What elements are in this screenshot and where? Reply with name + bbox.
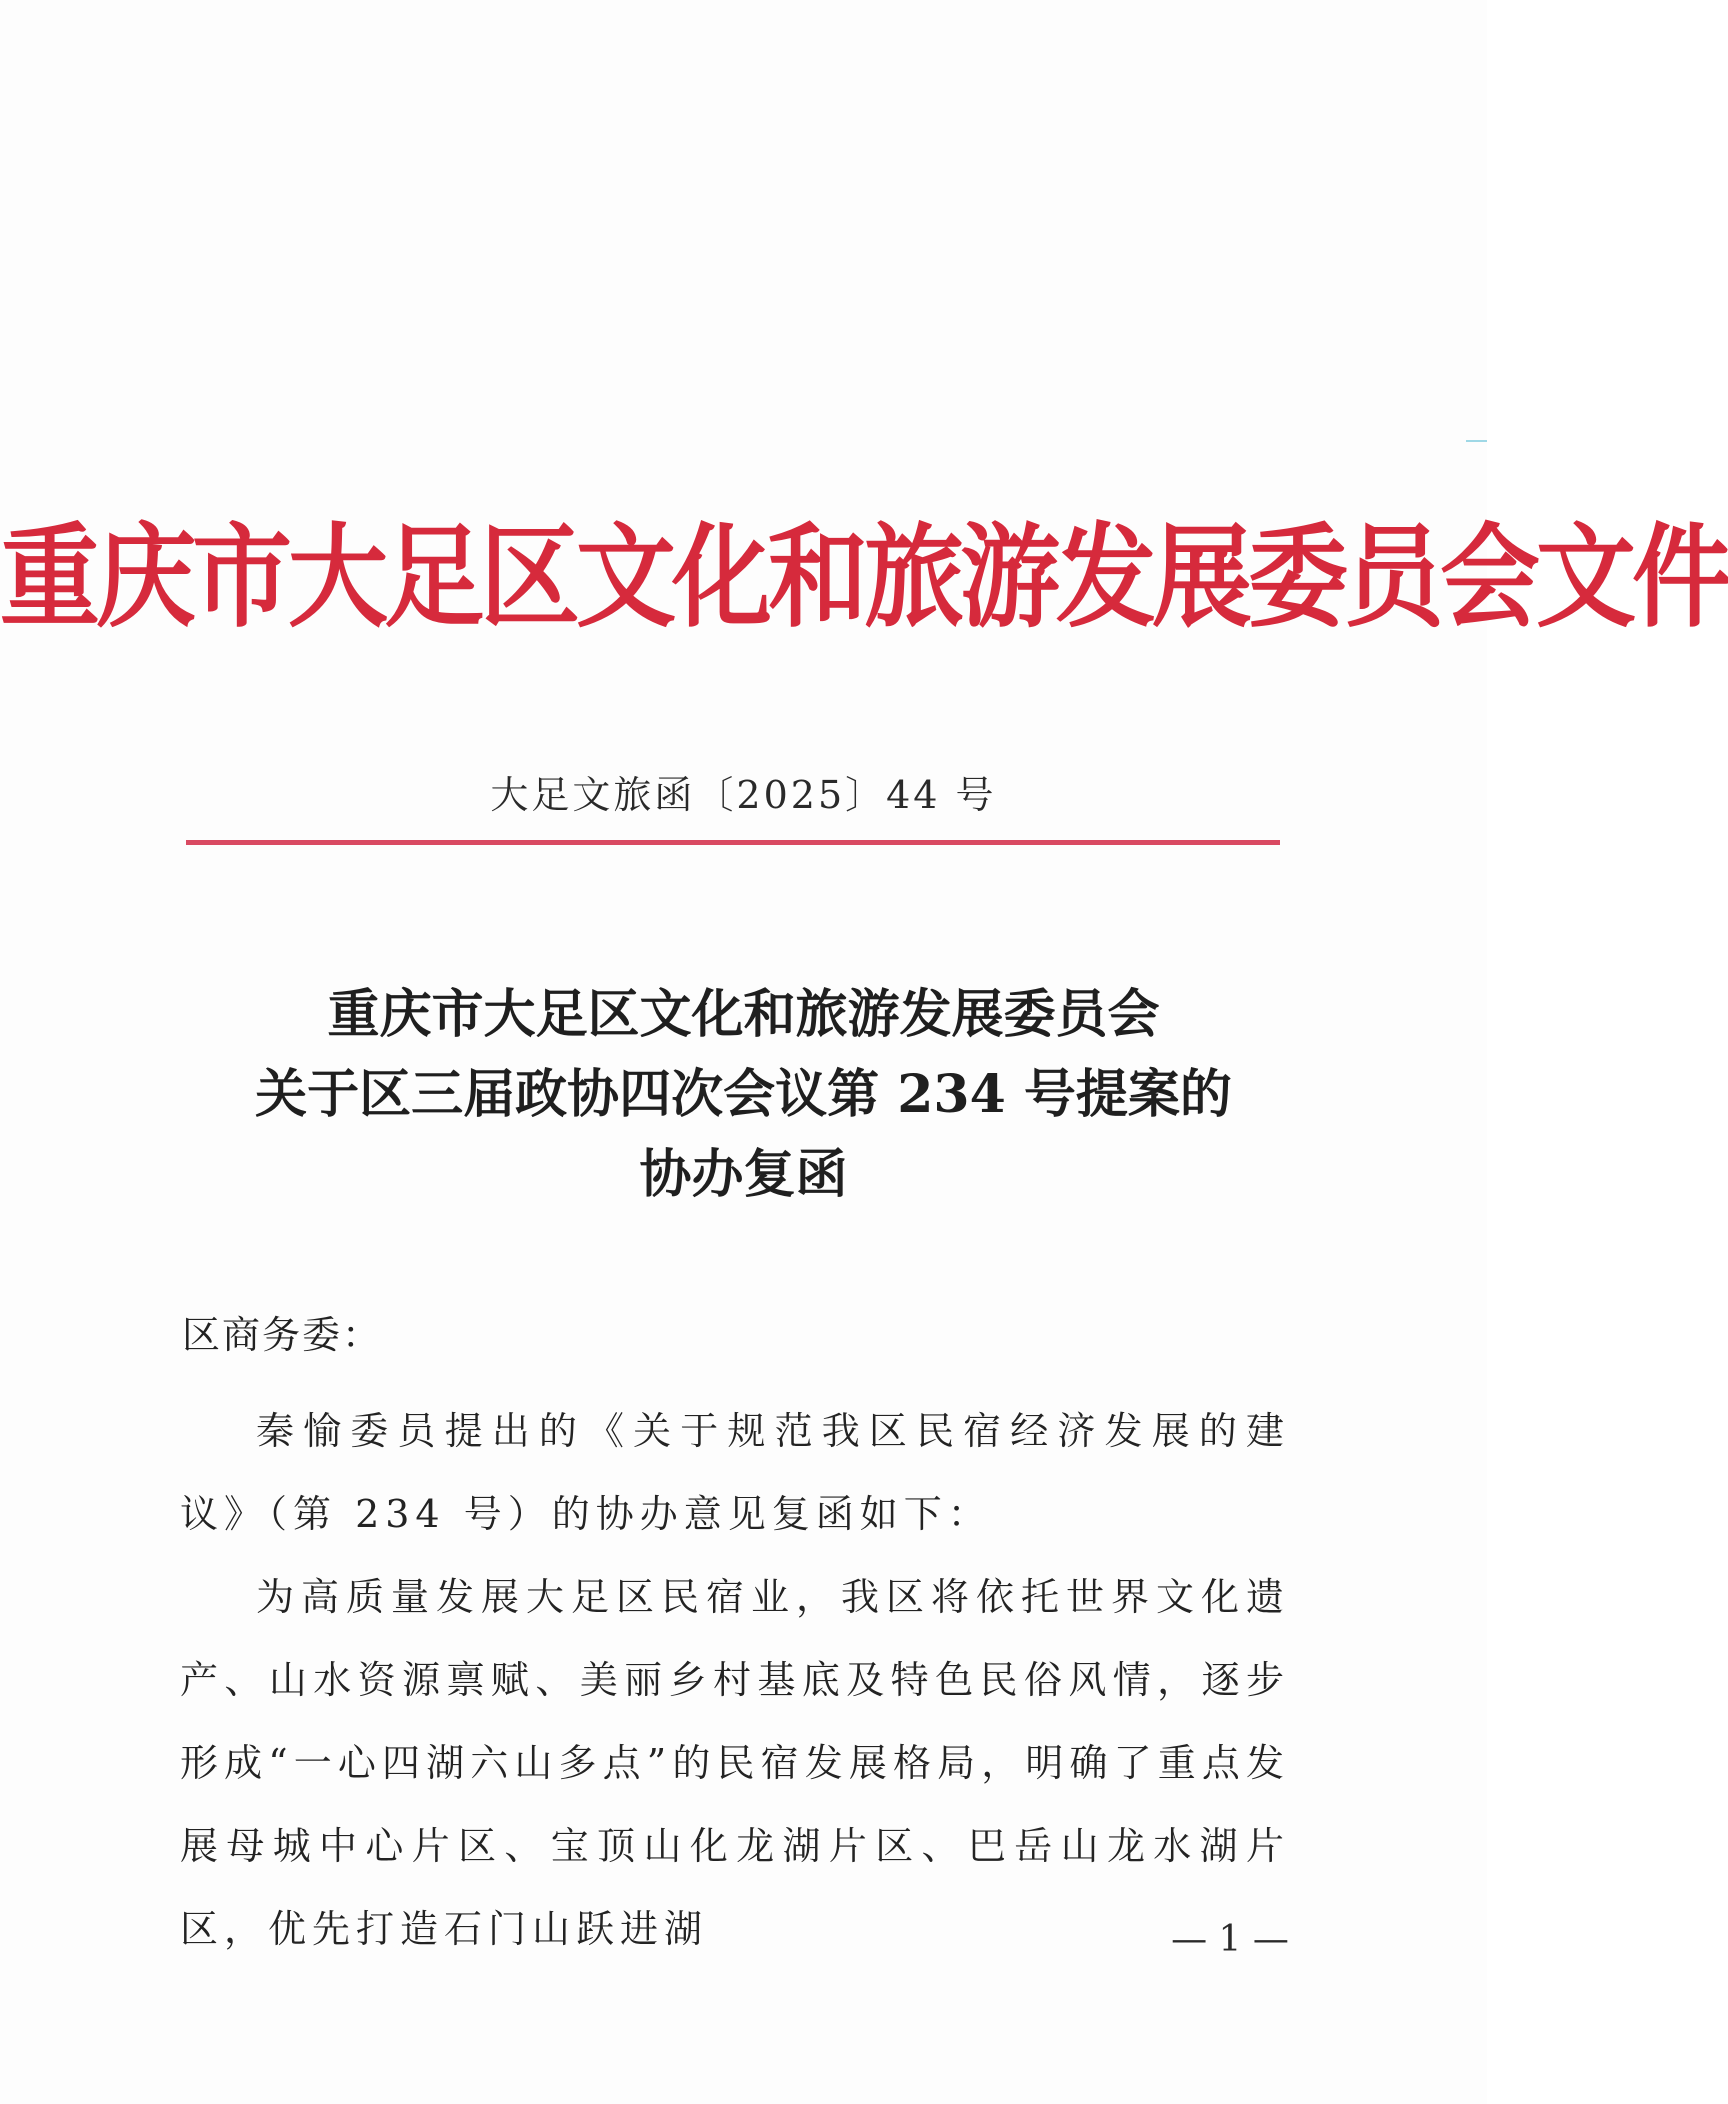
paragraph-2: 为高质量发展大足区民宿业，我区将依托世界文化遗产、山水资源禀赋、美丽乡村基底及特色民俗风情，逐步形成“一心四湖六山多点”的民宿发展格局，明确了重点发展母城中心片区、宝顶山化龙湖片区、巴岳山龙水湖片区，优先打造石门山跃进湖: [180, 1575, 1290, 1951]
title-line-3: 协办复函: [639, 1144, 848, 1205]
red-divider-line: [186, 840, 1280, 845]
scan-edge-mark: [1466, 440, 1487, 442]
title-line-2: 关于区三届政协四次会议第 234 号提案的: [255, 1064, 1232, 1125]
page-number: — 1 —: [1171, 1919, 1289, 1960]
title-line-1: 重庆市大足区文化和旅游发展委员会: [327, 984, 1160, 1045]
masthead-title: 重庆市大足区文化和旅游发展委员会文件: [0, 511, 1728, 643]
letter-title: [0, 975, 1487, 1215]
salutation: 区商务委：: [182, 1313, 383, 1357]
paragraph-1: 秦愉委员提出的《关于规范我区民宿经济发展的建议》（第 234 号）的协办意见复函如下：: [180, 1409, 1290, 1536]
body-text: [180, 1390, 1290, 1971]
document-number: 大足文旅函〔2025〕44 号: [490, 773, 997, 817]
